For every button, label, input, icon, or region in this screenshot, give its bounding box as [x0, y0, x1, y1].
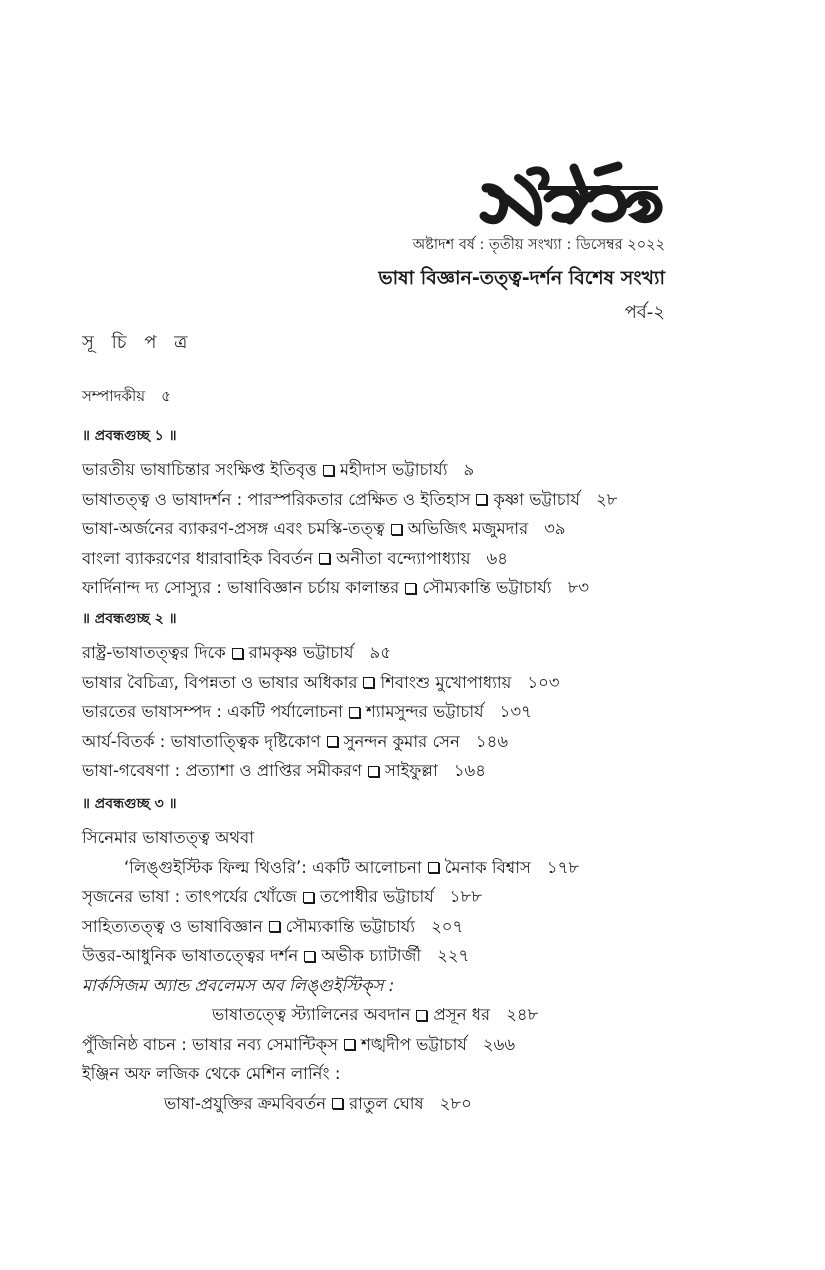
logo-calligraphy: [478, 158, 668, 230]
page-number: ২৪৮: [506, 1005, 539, 1024]
entry-title: সম্পাদকীয়: [82, 387, 146, 405]
box-bullet-icon: [405, 583, 416, 594]
magazine-logo: [478, 158, 668, 230]
toc-entry: [82, 727, 722, 757]
toc-entry: [82, 853, 722, 883]
page-number: ১৩৭: [499, 702, 532, 721]
page-number: ১৪৬: [475, 731, 509, 751]
box-bullet-icon: [416, 1010, 427, 1021]
page-number: ৯৫: [369, 643, 391, 662]
entry-author: শঙ্খদীপ ভট্টাচার্য: [361, 1034, 467, 1054]
box-bullet-icon: [304, 951, 315, 962]
toc-entry: [82, 514, 722, 544]
toc-entry: [82, 697, 722, 727]
section-title: ॥ প্রবন্ধগুচ্ছ ২ ॥: [82, 611, 177, 627]
entry-author: শ্যামসুন্দর ভট্টাচার্য: [365, 702, 484, 721]
entry-title: উত্তর-আধুনিক ভাষাতত্ত্বের দর্শন: [82, 946, 299, 965]
entry-author: অনীতা বন্দ্যোপাধ্যায়: [336, 548, 471, 568]
entry-title: ভাষা-অর্জনের ব্যাকরণ-প্রসঙ্গ এবং চমস্কি-তত্ত্ব: [82, 519, 385, 538]
entry-title: রাষ্ট্র-ভাষাতত্ত্বর দিকে: [82, 643, 226, 662]
box-bullet-icon: [428, 862, 439, 873]
toc-entry: [82, 638, 722, 668]
page-number: ২৮০: [439, 1093, 472, 1113]
entry-author: মৈনাক বিশ্বাস: [444, 857, 531, 877]
entry-title: সৃজনের ভাষা : তাৎপর্যের খোঁজে: [82, 887, 297, 906]
box-bullet-icon: [391, 524, 402, 535]
toc-entry: [82, 756, 722, 786]
box-bullet-icon: [363, 677, 374, 688]
toc-heading: সূ চি প ত্র: [82, 332, 194, 353]
page-number: ১৮৮: [449, 887, 482, 906]
toc-entry: [82, 882, 722, 912]
entry-title: ভাষা-গবেষণা : প্রত্যাশা ও প্রাপ্তির সমীকরণ: [82, 761, 362, 780]
issue-line: অষ্টাদশ বর্ষ : তৃতীয় সংখ্যা : ডিসেম্বর ২০২২: [412, 237, 665, 253]
entry-author: অভীক চ্যাটার্জী: [321, 946, 422, 965]
entry-author: শিবাংশু মুখোপাধ্যায়: [380, 672, 512, 692]
section-title: ॥ প্রবন্ধগুচ্ছ ১ ॥: [82, 428, 177, 444]
part-label: পর্ব-২: [624, 302, 665, 323]
entry-author: প্রসূন ধর: [433, 1005, 491, 1024]
entry-title: ‘লিঙ্গুইস্টিক ফিল্ম থিওরি’: একটি আলোচনা: [124, 857, 422, 877]
page-number: ৬৪: [486, 548, 508, 568]
toc-entry-editorial: [82, 385, 171, 410]
toc-entry: [82, 912, 722, 942]
entry-author: সুনন্দন কুমার সেন: [343, 731, 460, 751]
entry-author: মহীদাস ভট্টাচার্য্য: [339, 460, 448, 479]
page-number: ৮৩: [567, 578, 590, 597]
entry-title: ফার্দিনান্দ দ্য সোস্যুর : ভাষাবিজ্ঞান চর্চায় কালান্তর: [82, 578, 400, 597]
page-number: ১০৩: [527, 672, 560, 692]
entry-title: ভাষার বৈচিত্র্য, বিপন্নতা ও ভাষার অধিকার: [82, 672, 358, 692]
page-number: ৯: [463, 460, 475, 479]
toc-entry-lead: সিনেমার ভাষাতত্ত্ব অথবা: [82, 828, 255, 847]
entry-title: ভাষাতত্ত্ব ও ভাষাদর্শন : পারস্পরিকতার প্রেক্ষিত ও ইতিহাস: [82, 489, 471, 509]
box-bullet-icon: [319, 553, 330, 564]
box-bullet-icon: [232, 648, 243, 659]
toc-entry: [82, 668, 722, 698]
entry-author: সৌম্যকান্তি ভট্টাচার্য্য: [285, 916, 416, 936]
toc-entry-lead: মার্কসিজম অ্যান্ড প্রবলেমস অব লিঙ্গুইস্টিক্‌স :: [82, 975, 395, 995]
page-number: ৫: [161, 387, 171, 405]
toc-entry-lead: ইঞ্জিন অফ লজিক থেকে মেশিন লার্নিং :: [82, 1064, 341, 1083]
entry-author: তপোধীর ভট্টাচার্য: [319, 887, 434, 906]
section-title: ॥ প্রবন্ধগুচ্ছ ৩ ॥: [82, 796, 177, 812]
box-bullet-icon: [344, 1039, 355, 1050]
page-number: ১৬৪: [453, 761, 486, 780]
entry-title: ভারতীয় ভাষাচিন্তার সংক্ষিপ্ত ইতিবৃত্ত: [82, 460, 317, 479]
page-number: ১৭৮: [546, 857, 580, 877]
entry-author: রাতুল ঘোষ: [349, 1093, 424, 1113]
entry-title: বাংলা ব্যাকরণের ধারাবাহিক বিবর্তন: [82, 548, 314, 568]
box-bullet-icon: [327, 736, 338, 747]
toc-section-2: [82, 608, 722, 786]
toc-entry: [82, 941, 722, 971]
box-bullet-icon: [303, 892, 314, 903]
box-bullet-icon: [349, 707, 360, 718]
page-number: ২০৭: [431, 916, 464, 936]
toc-section-3: [82, 793, 722, 1118]
page-number: ২২৭: [437, 946, 470, 965]
entry-title: ভাষাতত্ত্বে স্ট্যালিনের অবদান: [212, 1005, 411, 1024]
entry-title: আর্য-বিতর্ক : ভাষাতাত্ত্বিক দৃষ্টিকোণ: [82, 731, 321, 751]
box-bullet-icon: [368, 766, 379, 777]
entry-author: সৌম্যকান্তি ভট্টাচার্য্য: [422, 578, 552, 597]
box-bullet-icon: [476, 494, 487, 505]
toc-entry: [82, 1089, 722, 1119]
page-number: ৩৯: [544, 519, 566, 538]
entry-title: সাহিত্যতত্ত্ব ও ভাষাবিজ্ঞান: [82, 916, 263, 936]
toc-entry: [82, 1030, 722, 1060]
entry-title: ভারতের ভাষাসম্পদ : একটি পর্যালোচনা: [82, 702, 343, 721]
entry-title: পুঁজিনিষ্ঠ বাচন : ভাষার নব্য সেমান্টিক্‌স: [82, 1034, 339, 1054]
entry-author: অভিজিৎ মজুমদার: [407, 519, 529, 538]
box-bullet-icon: [332, 1098, 343, 1109]
toc-entry: [82, 573, 722, 603]
toc-section-1: [82, 425, 722, 603]
toc-entry: [82, 485, 722, 515]
entry-author: রামকৃষ্ণ ভট্টাচার্য: [248, 643, 354, 662]
special-issue-title: ভাষা বিজ্ঞান-তত্ত্ব-দর্শন বিশেষ সংখ্যা: [378, 267, 665, 289]
box-bullet-icon: [269, 921, 280, 932]
toc-entry: [82, 544, 722, 574]
entry-author: কৃষ্ণা ভট্টাচার্য: [493, 489, 580, 509]
toc-entry: [82, 1000, 722, 1030]
toc-entry: [82, 455, 722, 485]
page-number: ২৮: [595, 489, 618, 509]
box-bullet-icon: [323, 465, 334, 476]
page-number: ২৬৬: [482, 1034, 516, 1054]
entry-title: ভাষা-প্রযুক্তির ক্রমবিবর্তন: [164, 1093, 327, 1113]
entry-author: সাইফুল্লা: [384, 761, 438, 780]
